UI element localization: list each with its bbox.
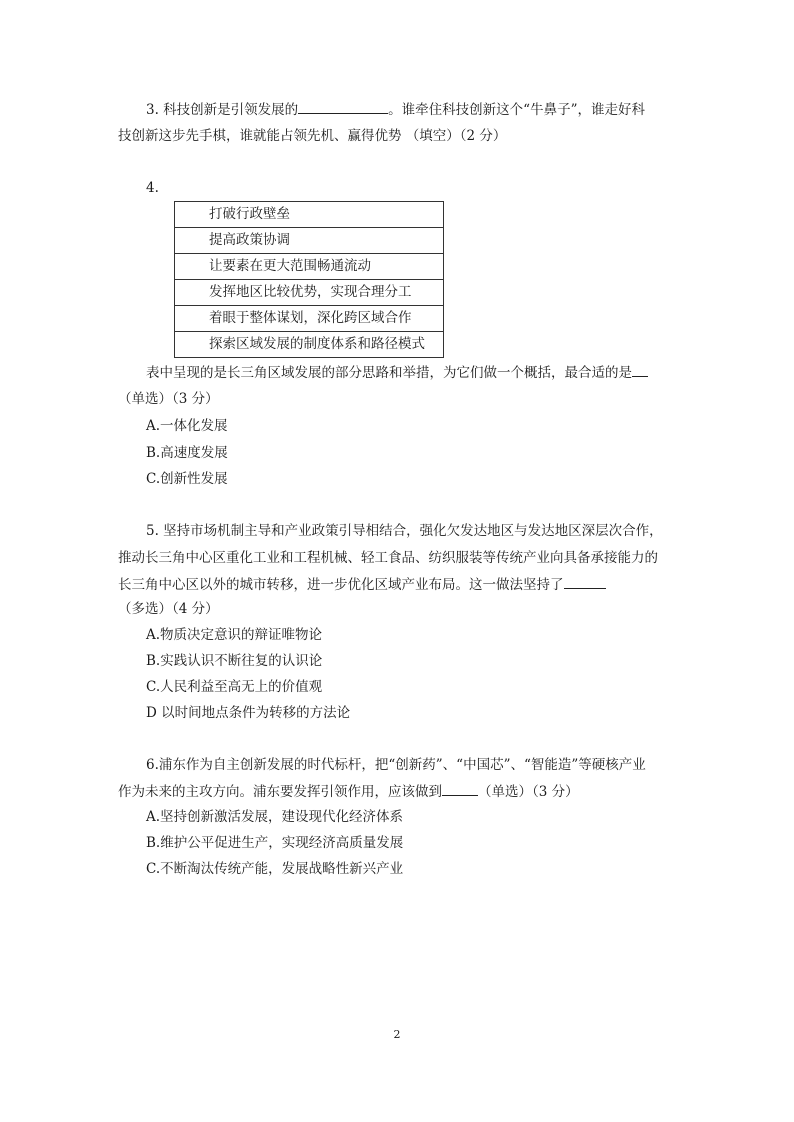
q5-line4: （多选）（4 分） — [118, 601, 219, 617]
q4-table-cell: 提高政策协调 — [175, 228, 444, 254]
q4-option-b[interactable]: B.高速度发展 — [146, 445, 228, 461]
q6-answer-blank[interactable] — [442, 781, 478, 796]
q5-option-d[interactable]: D 以时间地点条件为转移的方法论 — [146, 705, 351, 721]
q4-option-c[interactable]: C.创新性发展 — [146, 471, 228, 487]
q5-line3-text: 长三角中心区以外的城市转移，进一步优化区域产业布局。这一做法坚持了 — [118, 577, 564, 593]
q4-answer-blank[interactable] — [632, 362, 648, 377]
q6-option-a[interactable]: A.坚持创新激活发展，建设现代化经济体系 — [146, 809, 404, 825]
q5-line1: 5. 坚持市场机制主导和产业政策引导相结合，强化欠发达地区与发达地区深层次合作， — [146, 523, 663, 539]
q5-option-a[interactable]: A.物质决定意识的辩证唯物论 — [146, 627, 323, 643]
page-number: 2 — [393, 1028, 401, 1041]
q4-stem-line1 — [146, 362, 648, 383]
q4-option-a[interactable]: A.一体化发展 — [146, 418, 228, 434]
q5-answer-blank[interactable] — [564, 574, 606, 589]
q6-line2-text: 作为未来的主攻方向。浦东要发挥引领作用，应该做到 — [118, 784, 442, 800]
q4-table-cell: 让要素在更大范围畅通流动 — [175, 254, 444, 280]
q4-table — [174, 201, 444, 358]
q5-option-c[interactable]: C.人民利益至高无上的价值观 — [146, 679, 323, 695]
q4-stem-line2: （单选）（3 分） — [118, 391, 219, 407]
q6-line2 — [118, 781, 579, 802]
q4-stem-text: 表中呈现的是长三角区域发展的部分思路和举措，为它们做一个概括，最合适的是 — [146, 365, 632, 381]
q6-line2-suffix: （单选）（3 分） — [478, 784, 579, 800]
q3-answer-blank[interactable] — [298, 99, 388, 114]
q4-number: 4. — [146, 180, 159, 196]
q5-line2: 推动长三角中心区重化工业和工程机械、轻工食品、纺织服装等传统产业向具备承接能力的 — [118, 550, 658, 566]
q3-line1 — [146, 99, 645, 120]
q3-text-post: 。谁牵住科技创新这个“牛鼻子”，谁走好科 — [388, 102, 645, 118]
q6-option-b[interactable]: B.维护公平促进生产，实现经济高质量发展 — [146, 835, 404, 851]
q4-table-cell: 着眼于整体谋划，深化跨区域合作 — [175, 306, 444, 332]
q6-option-c[interactable]: C.不断淘汰传统产能，发展战略性新兴产业 — [146, 861, 404, 877]
q3-line2: 技创新这步先手棋，谁就能占领先机、赢得优势 （填空）（2 分） — [118, 128, 507, 144]
q4-table-cell: 发挥地区比较优势，实现合理分工 — [175, 280, 444, 306]
q6-line1: 6.浦东作为自主创新发展的时代标杆，把“创新药”、“中国芯”、“智能造”等硬核产业 — [146, 757, 646, 773]
q4-table-cell: 打破行政壁垒 — [175, 202, 444, 228]
q5-option-b[interactable]: B.实践认识不断往复的认识论 — [146, 653, 323, 669]
q5-line3 — [118, 574, 606, 595]
q4-table-cell: 探索区域发展的制度体系和路径模式 — [175, 332, 444, 358]
q3-text-pre: 3. 科技创新是引领发展的 — [146, 102, 299, 118]
